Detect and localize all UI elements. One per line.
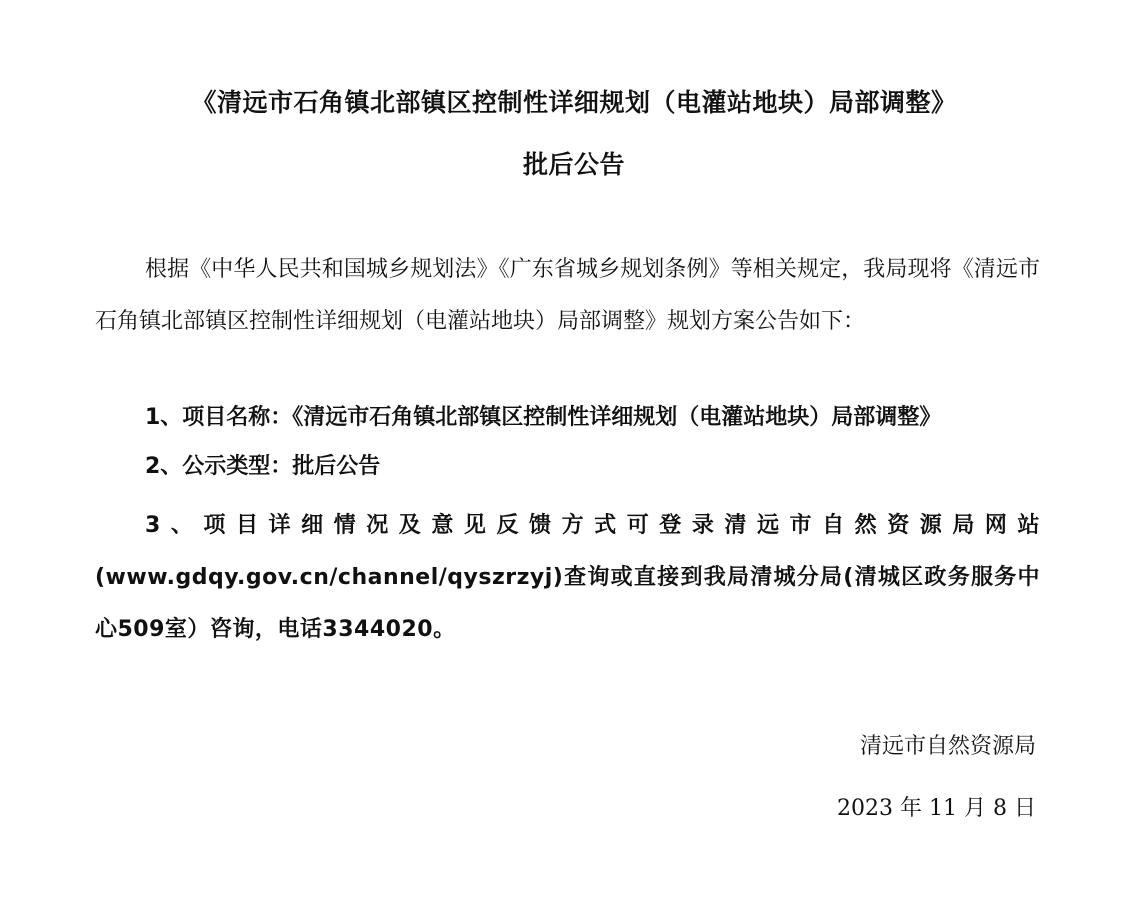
- document-title: 《清远市石角镇北部镇区控制性详细规划（电灌站地块）局部调整》: [191, 88, 957, 117]
- signature-date: 2023 年 11 月 8 日: [837, 796, 1036, 821]
- signature-organization: 清远市自然资源局: [859, 734, 1036, 759]
- item-feedback-info: 3、项目详细情况及意见反馈方式可登录清远市自然资源局网站(www.gdqy.gov.cn/channel/qyszrzyj)查询或直接到我局清城分局(清城区政务服务中心509室）咨询，电话3344020。: [95, 513, 1040, 642]
- item-notice-type: 2、公示类型：批后公告: [145, 454, 381, 479]
- item-project-name: 1、项目名称：《清远市石角镇北部镇区控制性详细规划（电灌站地块）局部调整》: [145, 405, 942, 430]
- intro-text: 根据《中华人民共和国城乡规划法》《广东省城乡规划条例》等相关规定，我局现将《清远市石角镇北部镇区控制性详细规划（电灌站地块）局部调整》规划方案公告如下：: [95, 257, 1040, 334]
- intro-paragraph: [95, 244, 1040, 348]
- document-subtitle: 批后公告: [522, 150, 625, 179]
